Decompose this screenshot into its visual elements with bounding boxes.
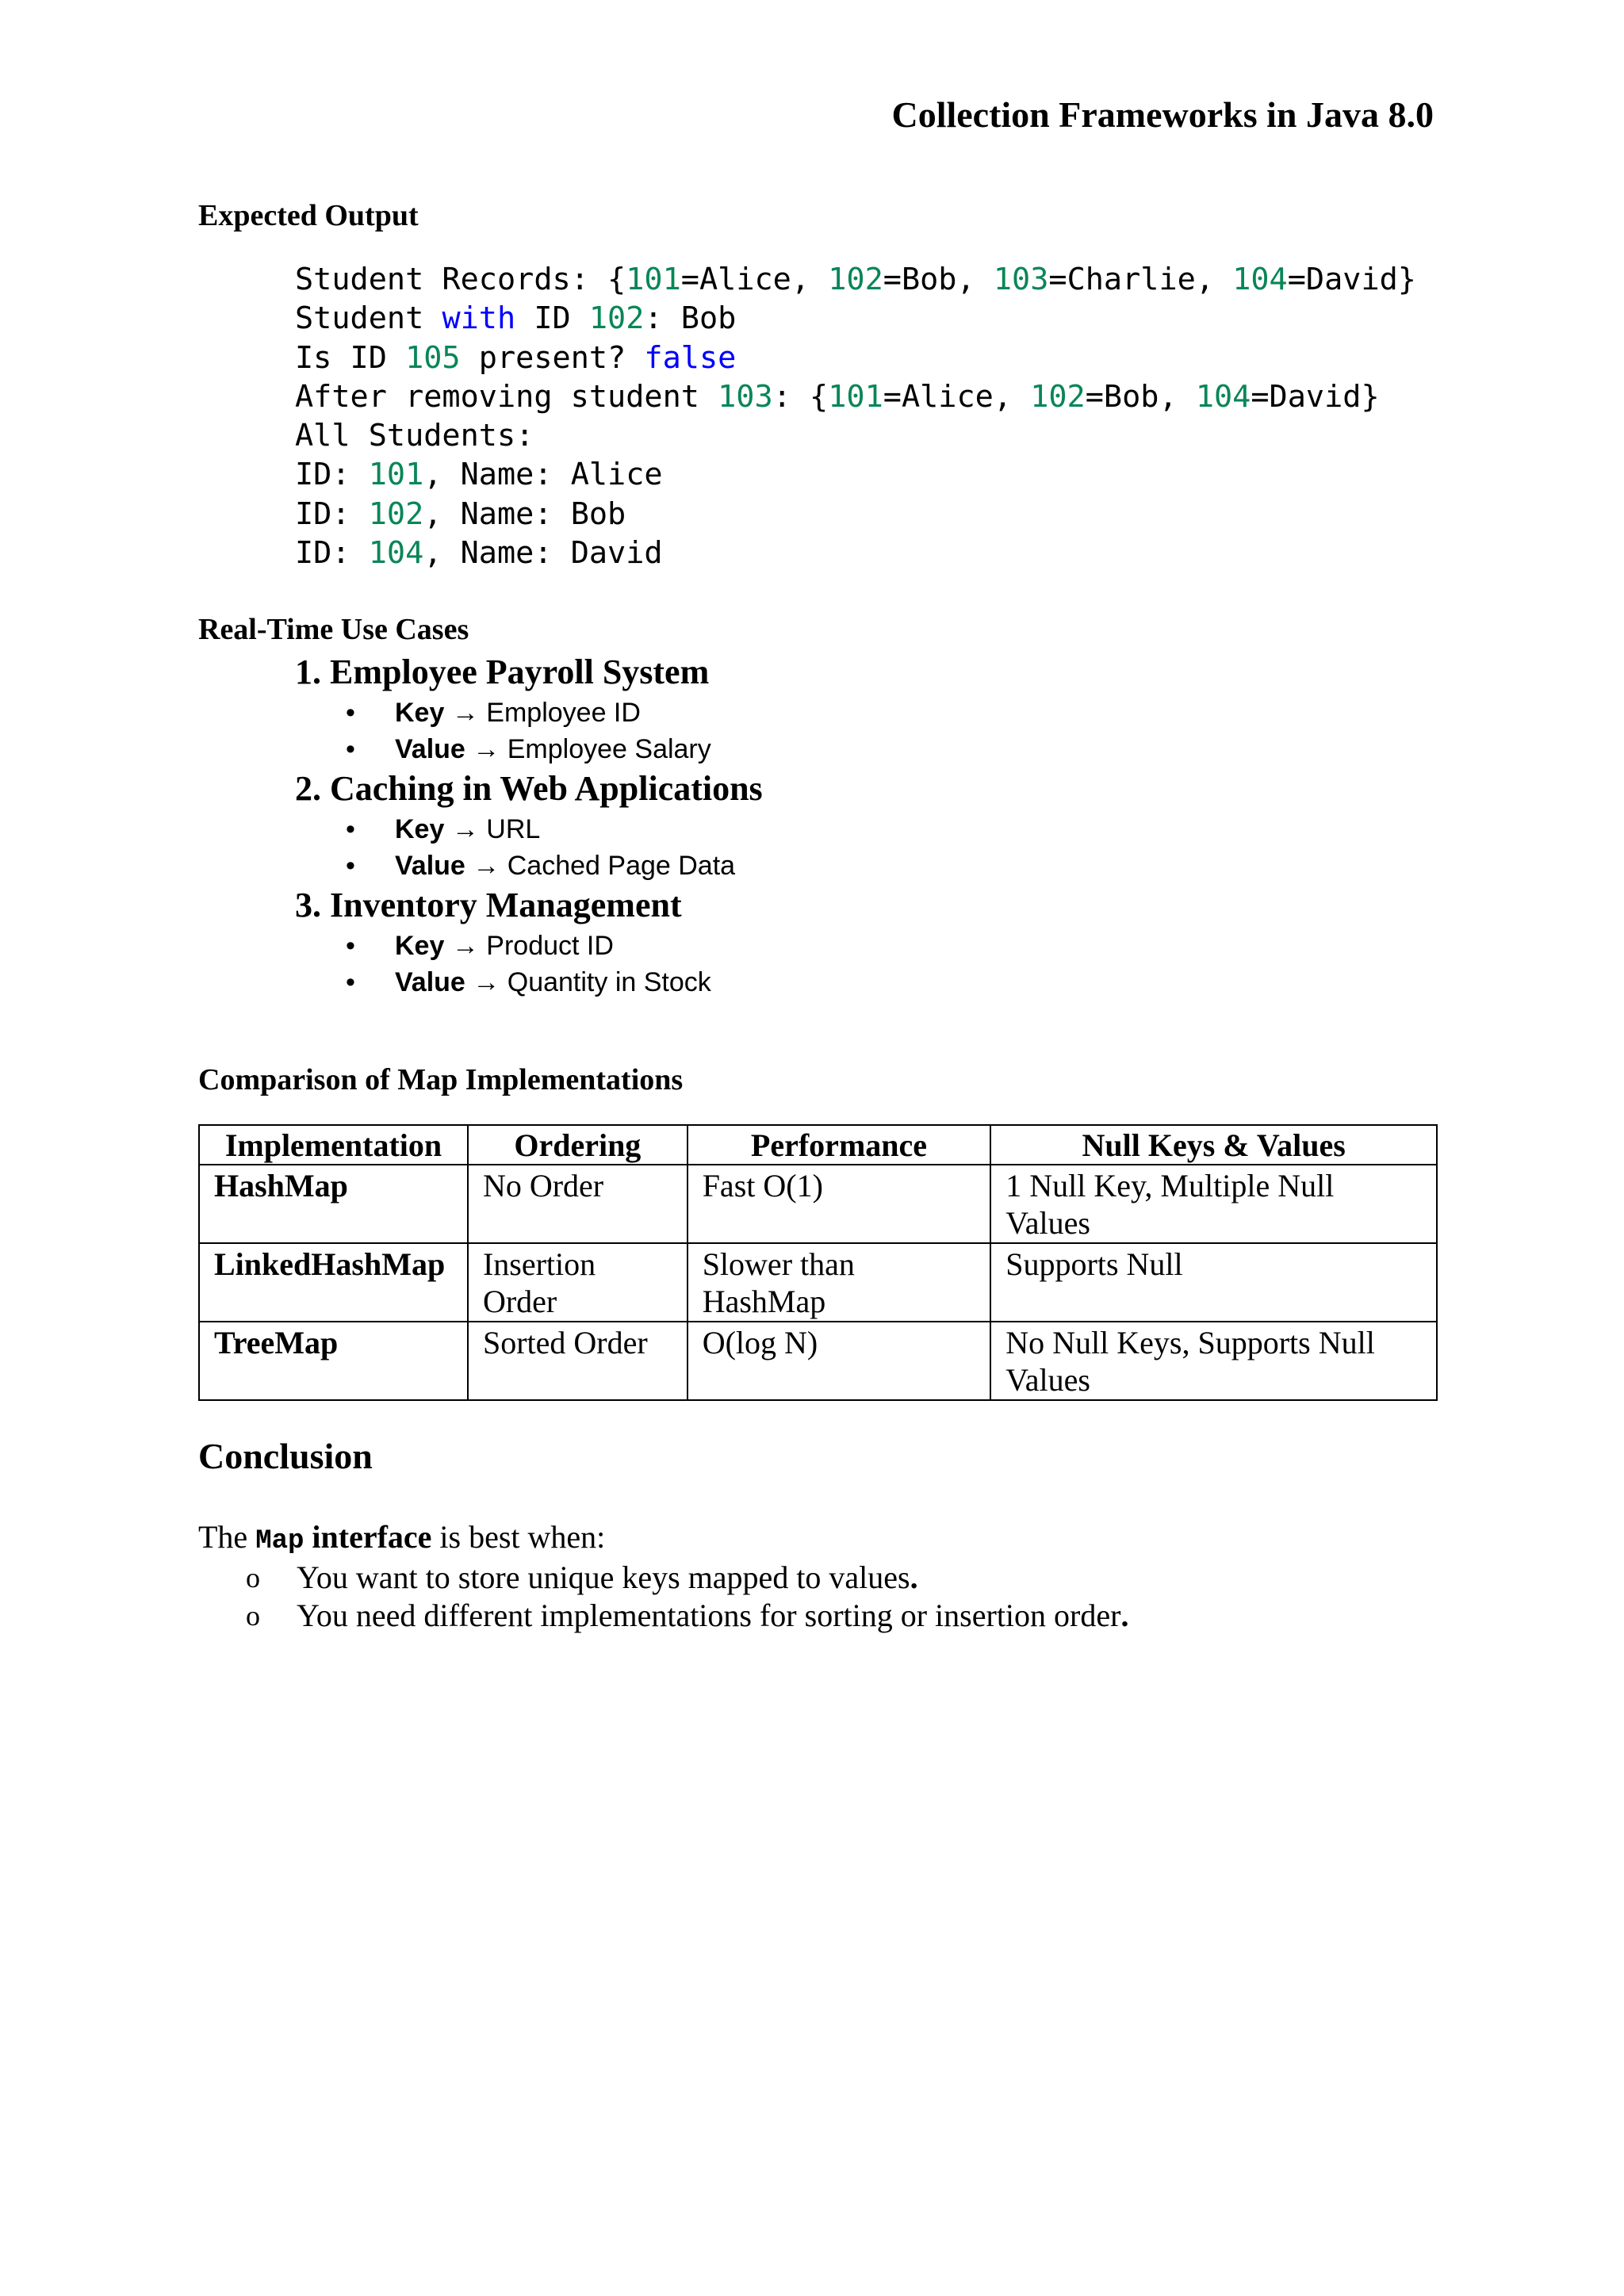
code-line xyxy=(295,495,1416,534)
table-row xyxy=(199,1322,1437,1400)
code-text: ID: xyxy=(295,457,369,493)
header-performance: Performance xyxy=(688,1125,991,1165)
code-number: 104 xyxy=(368,535,424,572)
code-text: : { xyxy=(772,378,829,415)
cell-performance: Slower than HashMap xyxy=(688,1243,991,1322)
arrow-icon: → xyxy=(451,698,479,728)
bullet-icon: • xyxy=(346,814,355,844)
cell-performance: O(log N) xyxy=(688,1322,991,1400)
list-item-period: . xyxy=(1120,1598,1129,1633)
code-text: Student xyxy=(295,300,442,337)
code-number: 104 xyxy=(1232,262,1288,297)
value-value: Employee Salary xyxy=(507,734,711,764)
key-label: Key xyxy=(395,931,445,961)
code-text: After removing student xyxy=(295,378,718,415)
cell-ordering: No Order xyxy=(468,1165,688,1243)
key-value: Product ID xyxy=(486,931,614,961)
code-text: , Name: David xyxy=(423,535,663,572)
code-text: : Bob xyxy=(644,300,737,337)
code-number: 104 xyxy=(1195,378,1251,415)
list-item-period: . xyxy=(910,1559,918,1595)
code-line xyxy=(295,299,1416,338)
code-number: 101 xyxy=(368,457,424,493)
list-item xyxy=(198,1559,1128,1597)
value-label: Value xyxy=(395,967,465,997)
comparison-heading: Comparison of Map Implementations xyxy=(198,1063,684,1096)
expected-output-code-block xyxy=(295,260,1416,572)
code-text: present? xyxy=(460,339,645,376)
key-bullet xyxy=(295,811,1405,848)
code-text: Student Records: { xyxy=(295,262,626,297)
list-item-text: You need different implementations for sorting or insertion order xyxy=(297,1598,1121,1633)
table-header-row xyxy=(199,1125,1437,1165)
code-line xyxy=(295,416,1416,455)
conclusion-heading: Conclusion xyxy=(198,1436,373,1476)
code-text: =Charlie, xyxy=(1048,262,1233,297)
key-value: Employee ID xyxy=(486,698,641,728)
code-number: 102 xyxy=(1030,378,1086,415)
table-row xyxy=(199,1243,1437,1322)
bullet-icon: • xyxy=(346,698,355,728)
code-keyword: false xyxy=(644,339,737,376)
value-label: Value xyxy=(395,851,465,881)
key-bullet xyxy=(295,695,1405,731)
bullet-icon: • xyxy=(346,967,355,997)
code-number: 105 xyxy=(405,339,461,376)
cell-performance: Fast O(1) xyxy=(688,1165,991,1243)
code-text: =Alice, xyxy=(680,262,829,297)
table-row xyxy=(199,1165,1437,1243)
code-text: =David} xyxy=(1251,378,1380,415)
use-case-web-caching xyxy=(295,767,1405,884)
arrow-icon: → xyxy=(451,931,479,961)
circle-bullet-icon: o xyxy=(246,1600,260,1632)
cell-null-keys-values: Supports Null xyxy=(990,1243,1437,1322)
interface-term: interface xyxy=(304,1519,432,1555)
key-value: URL xyxy=(486,814,541,844)
code-keyword: with xyxy=(442,300,516,337)
conclusion-list xyxy=(198,1559,1128,1635)
code-text: =Bob, xyxy=(1085,378,1196,415)
code-text: ID: xyxy=(295,535,369,572)
list-item xyxy=(198,1597,1128,1635)
key-bullet xyxy=(295,928,1405,964)
value-bullet xyxy=(295,731,1405,767)
use-case-employee-payroll xyxy=(295,650,1405,767)
code-number: 103 xyxy=(993,262,1049,297)
header-ordering: Ordering xyxy=(468,1125,688,1165)
use-case-inventory xyxy=(295,883,1405,1001)
list-item-text: You want to store unique keys mapped to values xyxy=(297,1559,910,1595)
use-case-bullets xyxy=(295,928,1405,1001)
code-number: 102 xyxy=(588,300,645,337)
use-case-bullets xyxy=(295,695,1405,767)
header-null-keys-values: Null Keys & Values xyxy=(990,1125,1437,1165)
code-line xyxy=(295,339,1416,377)
code-number: 102 xyxy=(368,496,424,532)
intro-suffix: is best when: xyxy=(431,1519,606,1555)
cell-null-keys-values: 1 Null Key, Multiple Null Values xyxy=(990,1165,1437,1243)
value-label: Value xyxy=(395,734,465,764)
arrow-icon: → xyxy=(473,967,500,997)
value-bullet xyxy=(295,848,1405,884)
conclusion-intro xyxy=(198,1518,605,1556)
code-text: , Name: Alice xyxy=(423,457,663,493)
arrow-icon: → xyxy=(451,814,479,844)
key-label: Key xyxy=(395,814,445,844)
code-text: =Bob, xyxy=(883,262,994,297)
use-cases-heading: Real-Time Use Cases xyxy=(198,613,469,646)
cell-null-keys-values: No Null Keys, Supports Null Values xyxy=(990,1322,1437,1400)
bullet-icon: • xyxy=(346,851,355,881)
code-text: ID: xyxy=(295,496,369,532)
bullet-icon: • xyxy=(346,734,355,764)
cell-ordering: Insertion Order xyxy=(468,1243,688,1322)
code-line xyxy=(295,534,1416,572)
comparison-table xyxy=(198,1124,1438,1401)
code-line xyxy=(295,455,1416,494)
key-label: Key xyxy=(395,698,445,728)
code-text: ID xyxy=(515,300,589,337)
map-code-term: Map xyxy=(255,1526,304,1556)
value-value: Quantity in Stock xyxy=(507,967,711,997)
use-case-bullets xyxy=(295,811,1405,884)
value-bullet xyxy=(295,964,1405,1001)
code-text: , Name: Bob xyxy=(423,496,626,532)
code-line xyxy=(295,260,1416,299)
use-case-title: 1. Employee Payroll System xyxy=(295,652,710,691)
cell-ordering: Sorted Order xyxy=(468,1322,688,1400)
code-number: 101 xyxy=(828,378,883,415)
code-text: All Students: xyxy=(295,418,534,454)
page-title: Collection Frameworks in Java 8.0 xyxy=(891,94,1434,135)
code-line xyxy=(295,377,1416,416)
arrow-icon: → xyxy=(473,734,500,764)
code-text: =David} xyxy=(1287,262,1416,297)
circle-bullet-icon: o xyxy=(246,1562,260,1594)
value-value: Cached Page Data xyxy=(507,851,736,881)
cell-implementation: LinkedHashMap xyxy=(199,1243,468,1322)
cell-implementation: HashMap xyxy=(199,1165,468,1243)
cell-implementation: TreeMap xyxy=(199,1322,468,1400)
arrow-icon: → xyxy=(473,851,500,881)
code-number: 102 xyxy=(828,262,883,297)
use-case-title: 3. Inventory Management xyxy=(295,886,682,924)
code-number: 101 xyxy=(626,262,681,297)
use-case-title: 2. Caching in Web Applications xyxy=(295,769,763,808)
expected-output-heading: Expected Output xyxy=(198,199,419,232)
bullet-icon: • xyxy=(346,931,355,961)
code-text: =Alice, xyxy=(883,378,1031,415)
code-number: 103 xyxy=(718,378,773,415)
code-text: Is ID xyxy=(295,339,406,376)
header-implementation: Implementation xyxy=(199,1125,468,1165)
intro-prefix: The xyxy=(198,1519,256,1555)
